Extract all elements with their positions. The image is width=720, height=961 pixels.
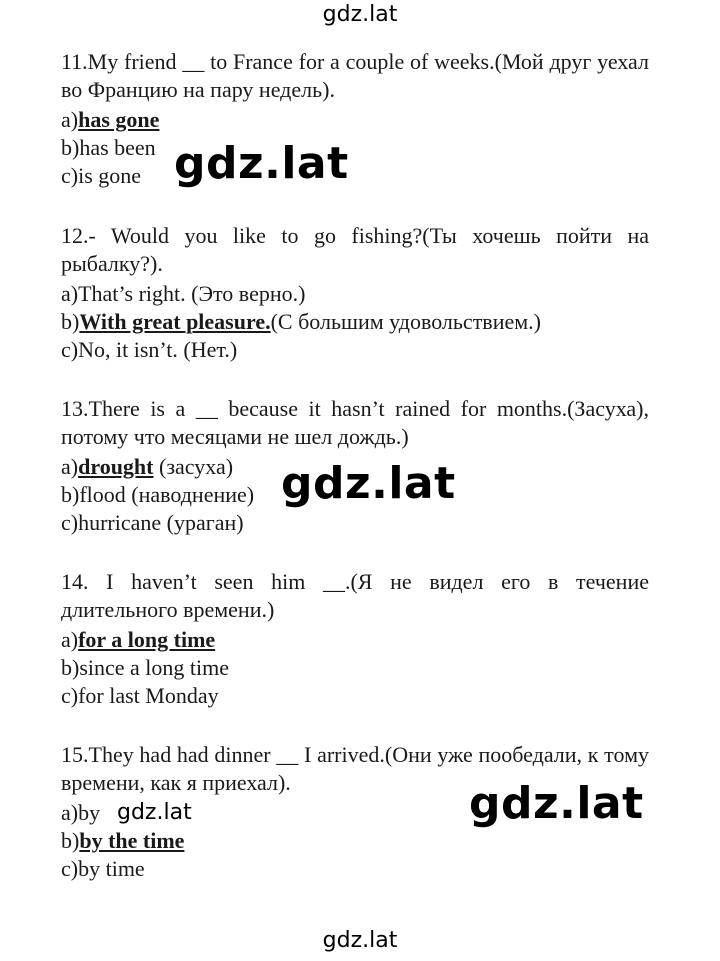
question-11 <box>61 48 649 190</box>
watermark-small: gdz.lat <box>117 800 192 825</box>
option-letter: c) <box>61 683 79 708</box>
question-text: 14. I haven’t seen him __.(Я не видел его в течение длительного времени.) <box>61 569 649 622</box>
option-a <box>61 106 649 134</box>
option-a <box>61 626 649 654</box>
question-text: 11.My friend __ to France for a couple of weeks.(Мой друг уехал во Францию на пару недель). <box>61 49 649 102</box>
option-c <box>61 336 649 364</box>
option-text: has been <box>79 135 156 160</box>
option-b <box>61 134 649 162</box>
option-c <box>61 162 649 190</box>
option-translation: (засуха) <box>153 454 234 479</box>
option-b <box>61 827 649 855</box>
option-letter: a) <box>61 800 79 825</box>
option-text: flood (наводнение) <box>79 482 255 507</box>
question-text: 15.They had had dinner __ I arrived.(Они уже пообедали, к тому времени, как я приехал). <box>61 742 649 795</box>
option-letter: c) <box>61 856 79 881</box>
option-text: by <box>78 800 101 825</box>
option-text: hurricane (ураган) <box>78 510 244 535</box>
option-letter: c) <box>61 510 79 535</box>
option-text: No, it isn’t. (Нет.) <box>78 337 238 362</box>
question-text: 12.- Would you like to go fishing?(Ты хочешь пойти на рыбалку?). <box>61 223 649 276</box>
option-c <box>61 682 649 710</box>
option-letter: b) <box>61 828 80 853</box>
option-letter: a) <box>61 281 79 306</box>
option-b <box>61 654 649 682</box>
option-text: is gone <box>78 163 142 188</box>
option-c <box>61 855 649 883</box>
option-letter: b) <box>61 482 80 507</box>
question-text: 13.There is a __ because it hasn’t rained for months.(Засуха), потому что месяцами не шел дождь.) <box>61 396 649 449</box>
correct-answer: With great pleasure. <box>79 309 271 334</box>
question-14 <box>61 568 649 710</box>
correct-answer: for a long time <box>78 627 216 652</box>
option-letter: b) <box>61 309 80 334</box>
option-c <box>61 509 649 537</box>
correct-answer: by the time <box>79 828 185 853</box>
options-list <box>61 106 649 190</box>
option-letter: a) <box>61 107 79 132</box>
option-letter: a) <box>61 454 79 479</box>
watermark-top: gdz.lat <box>322 2 398 27</box>
option-text: since a long time <box>79 655 230 680</box>
option-letter: c) <box>61 163 79 188</box>
correct-answer: drought <box>78 454 154 479</box>
option-letter: b) <box>61 655 80 680</box>
option-b <box>61 308 649 336</box>
correct-answer: has gone <box>78 107 160 132</box>
option-a <box>61 280 649 308</box>
option-letter: a) <box>61 627 79 652</box>
options-list <box>61 280 649 364</box>
question-12 <box>61 222 649 364</box>
option-text: for last Monday <box>78 683 219 708</box>
watermark-large: gdz.lat <box>469 778 644 829</box>
option-text: by time <box>78 856 145 881</box>
watermark-large: gdz.lat <box>281 458 456 509</box>
option-text: That’s right. (Это верно.) <box>78 281 306 306</box>
watermark-bottom: gdz.lat <box>322 928 398 953</box>
watermark-large: gdz.lat <box>174 138 349 189</box>
option-letter: b) <box>61 135 80 160</box>
option-letter: c) <box>61 337 79 362</box>
options-list <box>61 626 649 710</box>
option-translation: (С большим удовольствием.) <box>270 309 541 334</box>
